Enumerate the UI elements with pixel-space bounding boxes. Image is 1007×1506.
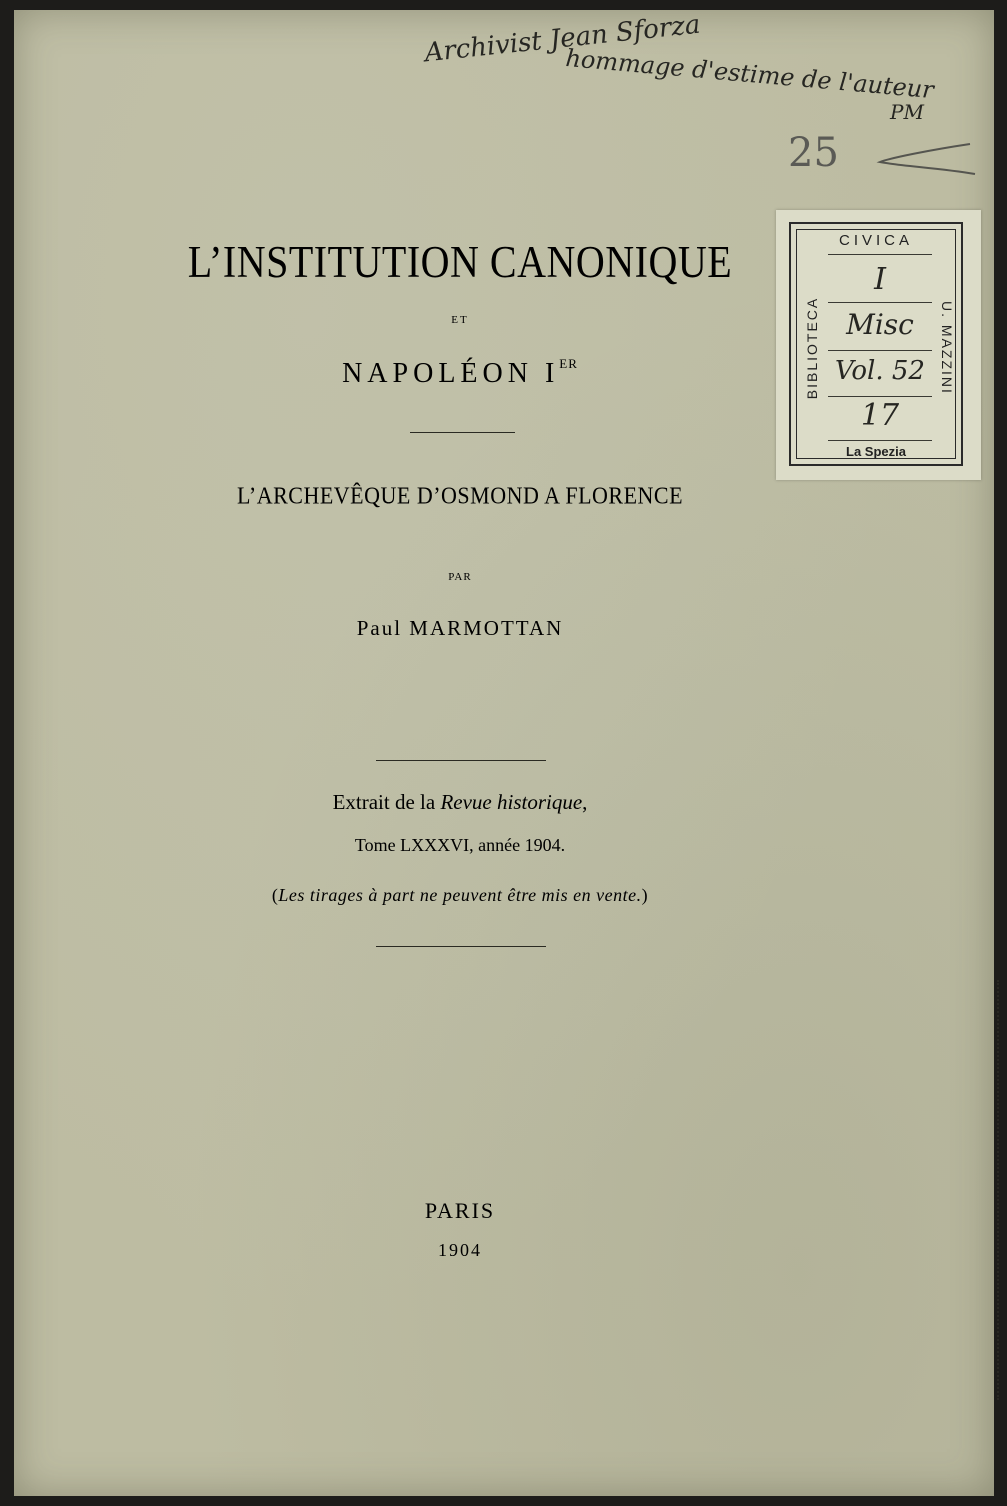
- stamp-rule: [828, 350, 932, 351]
- stamp-divider: [828, 440, 932, 441]
- cover-connector: ET: [451, 314, 469, 326]
- extract-prefix: Extrait de la: [332, 790, 441, 814]
- sale-notice: [0, 885, 920, 906]
- shelfmark-1: I: [874, 262, 886, 297]
- volume-line: Tome LXXXVI, année 1904.: [354, 835, 566, 855]
- author-initials: PM: [890, 100, 924, 124]
- cover-title: L’INSTITUTION CANONIQUE: [187, 235, 733, 288]
- dedication-line-2: hommage d'estime de l'auteur: [564, 43, 935, 105]
- publication-year: 1904: [438, 1240, 482, 1260]
- cover-author: Paul MARMOTTAN: [356, 616, 564, 640]
- stamp-rule: [828, 396, 932, 397]
- pencil-number: 25: [788, 130, 839, 176]
- cover-name: [0, 356, 920, 390]
- shelfmark-4: 17: [860, 398, 900, 433]
- stamp-biblioteca: BIBLIOTECA: [804, 296, 820, 400]
- dedication-line-1: Archivist Jean Sforza: [423, 9, 702, 69]
- divider-rule: [376, 946, 546, 947]
- stamp-civica: CIVICA: [838, 232, 913, 249]
- notice-close: ): [641, 885, 649, 905]
- cover-subtitle: L’ARCHEVÊQUE D’OSMOND A FLORENCE: [236, 481, 684, 510]
- cover-name-main: NAPOLÉON I: [342, 358, 560, 389]
- pencil-curve: [870, 140, 980, 180]
- divider-rule: [410, 432, 515, 433]
- extract-journal: Revue historique: [440, 790, 583, 814]
- publication-city: PARIS: [424, 1198, 496, 1223]
- shelfmark-3: Vol. 52: [835, 356, 925, 386]
- cover-name-sup: ER: [559, 356, 578, 371]
- shelfmark-2: Misc: [846, 308, 914, 341]
- extract-suffix: ,: [582, 790, 588, 814]
- edge-stitching: [989, 980, 999, 1400]
- cover-by: PAR: [448, 571, 472, 583]
- extract-line: [0, 790, 920, 815]
- notice-text: Les tirages à part ne peuvent être mis en vente.: [278, 885, 642, 905]
- stamp-rule: [828, 302, 932, 303]
- divider-rule: [376, 760, 546, 761]
- notice-open: (: [271, 885, 279, 905]
- stamp-city: La Spezia: [846, 444, 906, 459]
- stamp-mazzini: U. MAZZINI: [939, 301, 955, 395]
